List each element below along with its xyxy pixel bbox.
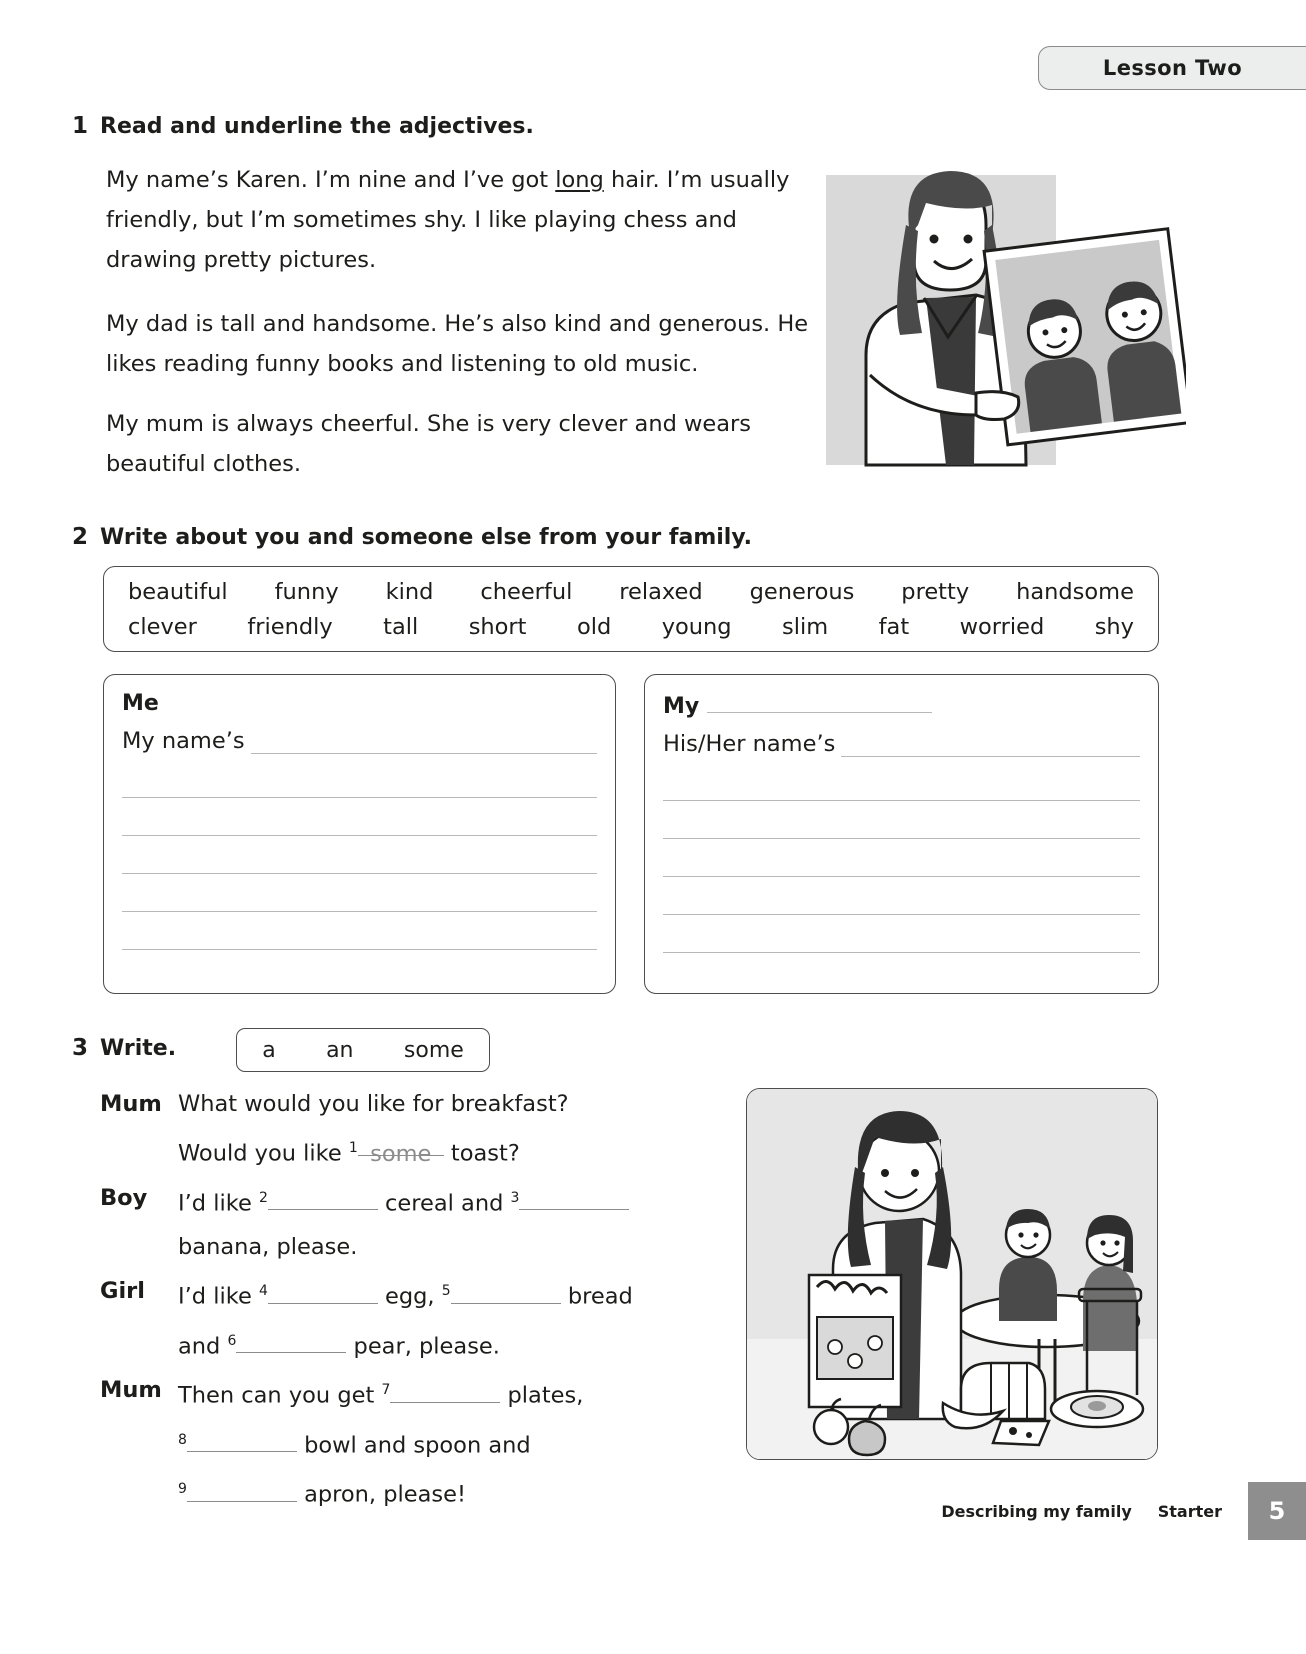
dialogue-text (178, 1467, 740, 1517)
dialogue-fragment: I’d like (178, 1190, 259, 1216)
dialogue-line-mum-1b (100, 1126, 740, 1176)
writing-box-family-member[interactable] (644, 674, 1159, 994)
word-bank-word: slim (782, 614, 829, 640)
dialogue-line-mum-2 (100, 1368, 740, 1418)
word-bank-word: generous (749, 579, 855, 605)
answer-line[interactable] (122, 912, 597, 950)
word-bank-word: handsome (1016, 579, 1134, 605)
word-bank-word: pretty (901, 579, 970, 605)
writing-box-family-member-label (663, 691, 1140, 719)
answer-line[interactable] (663, 877, 1140, 915)
dialogue-fragment: and (178, 1333, 228, 1359)
word-bank-word: worried (959, 614, 1045, 640)
dialogue-text (178, 1368, 740, 1418)
footer-level: Starter (1157, 1501, 1222, 1521)
article-option-an: an (326, 1037, 354, 1063)
gap-number-2: 2 (258, 1189, 268, 1206)
gap-number-1: 1 (348, 1140, 358, 1156)
gap-number-5: 5 (441, 1283, 451, 1299)
speaker-label: Mum (100, 1377, 162, 1403)
page-footer (941, 1482, 1306, 1540)
speaker-spacer (100, 1467, 178, 1517)
answer-line[interactable] (663, 763, 1140, 801)
dialogue-fragment: egg, (377, 1283, 442, 1310)
exercise-2-title: Write about you and someone else from your family. (100, 525, 752, 550)
page-number: 5 (1248, 1482, 1306, 1540)
dialogue-line-boy-2 (100, 1225, 740, 1269)
word-bank-word: young (661, 614, 732, 640)
dialogue-line-girl-2 (100, 1319, 740, 1369)
word-bank-word: cheerful (480, 579, 573, 605)
exercise-2-number: 2 (72, 524, 89, 550)
gap-number-6: 6 (227, 1332, 237, 1349)
word-bank-word: shy (1094, 614, 1134, 640)
word-bank-word: fat (878, 614, 910, 640)
exercise-3-number: 3 (72, 1035, 89, 1061)
speaker-spacer (100, 1319, 178, 1369)
footer-topic: Describing my family (941, 1501, 1132, 1521)
answer-line[interactable] (251, 728, 597, 754)
answer-line[interactable] (122, 798, 597, 836)
gap-answer-1[interactable]: some (358, 1132, 444, 1156)
writing-box-me-prompt: My name’s (122, 728, 245, 754)
dialogue-fragment: apron, please! (296, 1481, 466, 1508)
dialogue-text (178, 1176, 740, 1226)
gap-number-7: 7 (381, 1382, 391, 1398)
dialogue-text: What would you like for breakfast? (178, 1091, 569, 1117)
speaker-label: Boy (100, 1184, 148, 1211)
speaker-spacer (100, 1225, 178, 1269)
writing-box-me-lines[interactable] (122, 760, 597, 950)
gap-answer-8[interactable] (187, 1430, 297, 1452)
dialogue-line-mum-1 (100, 1082, 740, 1126)
adjective-word-bank (103, 566, 1159, 652)
dialogue-fragment: Then can you get (178, 1382, 382, 1409)
speaker-label: Mum (100, 1091, 162, 1117)
dialogue-line-girl-1 (100, 1269, 740, 1319)
answer-line[interactable] (122, 874, 597, 912)
exercise-3-dialogue (100, 1082, 740, 1517)
exercise-1-paragraph-2: My dad is tall and handsome. He’s also kind and generous. He likes reading funny books and listening to old music. (106, 311, 809, 377)
girl-holding-family-photo-illustration (826, 165, 1186, 475)
word-bank-word: relaxed (619, 579, 703, 605)
gap-answer-6[interactable] (236, 1331, 346, 1353)
answer-line[interactable] (707, 691, 932, 713)
dialogue-fragment: toast? (443, 1140, 520, 1167)
answer-line[interactable] (663, 801, 1140, 839)
dialogue-fragment: I’d like (178, 1283, 259, 1310)
dialogue-fragment: Would you like (178, 1140, 349, 1167)
gap-answer-7[interactable] (390, 1381, 500, 1403)
word-bank-word: beautiful (128, 579, 228, 605)
speaker-spacer (100, 1418, 178, 1468)
dialogue-fragment: bread (560, 1283, 633, 1310)
dialogue-text (178, 1269, 740, 1319)
exercise-1-number: 1 (72, 113, 89, 139)
speaker-spacer (100, 1126, 178, 1176)
writing-box-me-first-line (122, 728, 597, 754)
answer-line[interactable] (841, 731, 1140, 757)
writing-box-family-member-word: My (663, 694, 700, 719)
answer-line[interactable] (122, 836, 597, 874)
answer-line[interactable] (122, 760, 597, 798)
dialogue-fragment: pear, please. (346, 1333, 500, 1359)
exercise-1-paragraph-1 (106, 160, 826, 280)
exercise-3-title: Write. (100, 1036, 177, 1061)
paragraph-1-post: hair. I’m usually friendly, but I’m sometimes shy. I like playing chess and drawing pretty pictures. (106, 167, 790, 273)
lesson-tab-label: Lesson Two (1102, 56, 1243, 80)
answer-line[interactable] (663, 915, 1140, 953)
word-bank-word: friendly (247, 614, 333, 640)
dialogue-text (178, 1418, 740, 1468)
word-bank-row-1 (122, 575, 1140, 610)
writing-box-family-member-first-line (663, 731, 1140, 757)
lesson-tab (1038, 46, 1306, 90)
article-option-a: a (262, 1037, 276, 1063)
word-bank-word: short (468, 614, 527, 640)
gap-number-3: 3 (510, 1189, 520, 1206)
word-bank-word: funny (274, 579, 339, 605)
word-bank-row-2 (122, 610, 1140, 645)
gap-number-8: 8 (178, 1431, 187, 1448)
gap-answer-3[interactable] (519, 1188, 629, 1210)
paragraph-1-pre: My name’s Karen. I’m nine and I’ve got (106, 167, 556, 193)
gap-answer-9[interactable] (187, 1480, 297, 1502)
gap-answer-4[interactable] (268, 1282, 378, 1304)
word-bank-word: tall (383, 614, 419, 640)
gap-number-9: 9 (178, 1481, 187, 1497)
word-bank-word: clever (128, 614, 197, 640)
underlined-adjective-long: long (555, 167, 604, 193)
article-option-some: some (403, 1037, 464, 1063)
gap-number-4: 4 (258, 1283, 268, 1299)
family-breakfast-table-illustration (746, 1088, 1158, 1460)
dialogue-line-mum-4 (100, 1467, 740, 1517)
exercise-1-paragraph-3: My mum is always cheerful. She is very clever and wears beautiful clothes. (106, 411, 752, 477)
dialogue-line-boy-1 (100, 1176, 740, 1226)
dialogue-text (178, 1319, 740, 1369)
writing-box-family-member-prompt: His/Her name’s (663, 731, 836, 757)
writing-box-family-member-lines[interactable] (663, 763, 1140, 953)
dialogue-fragment: plates, (500, 1382, 584, 1409)
answer-line[interactable] (663, 839, 1140, 877)
dialogue-line-mum-3 (100, 1418, 740, 1468)
dialogue-fragment: cereal and (377, 1190, 511, 1216)
article-word-bank (236, 1028, 490, 1072)
word-bank-word: old (576, 614, 612, 640)
writing-box-me[interactable] (103, 674, 616, 994)
dialogue-text (178, 1126, 740, 1176)
gap-answer-2[interactable] (268, 1188, 378, 1210)
dialogue-fragment: bowl and spoon and (296, 1432, 531, 1458)
exercise-1-title: Read and underline the adjectives. (100, 114, 534, 139)
dialogue-text: banana, please. (178, 1234, 358, 1260)
gap-answer-5[interactable] (451, 1282, 561, 1304)
speaker-label: Girl (100, 1278, 145, 1304)
word-bank-word: kind (385, 579, 434, 605)
writing-box-me-label: Me (122, 691, 159, 716)
